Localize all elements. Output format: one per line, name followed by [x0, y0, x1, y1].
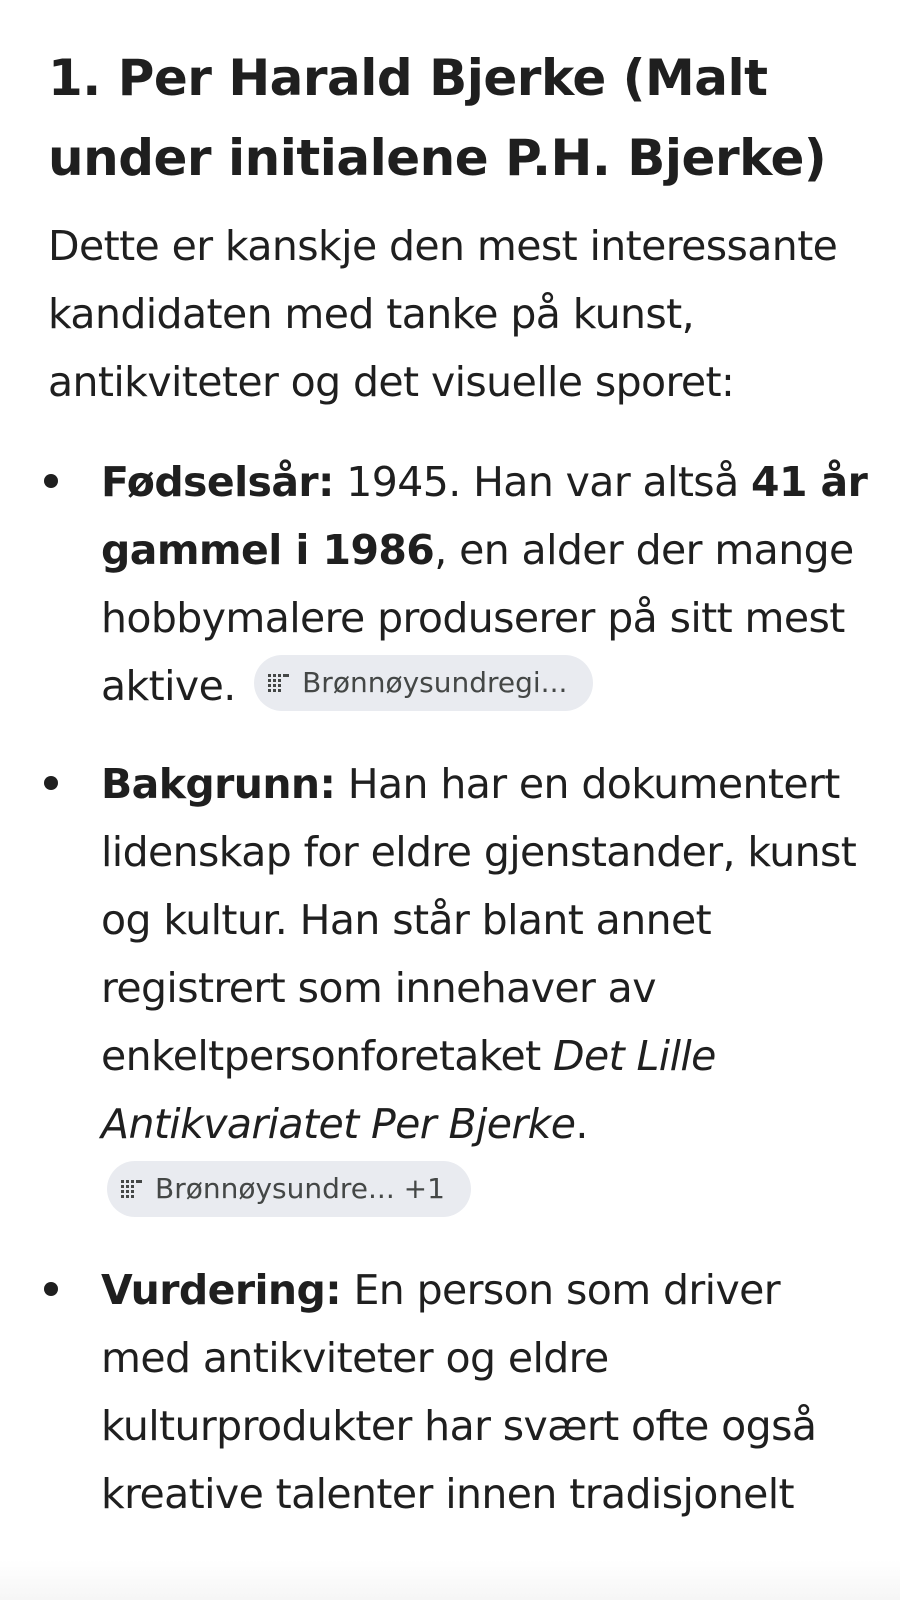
item-text: 1945. Han var altså [333, 458, 752, 506]
source-chip[interactable] [107, 1161, 471, 1217]
item-text: En person som driver med antikviteter og eldre kulturprodukter har svært ofte også kreative talenter innen tradisjonelt [101, 1266, 817, 1518]
item-text: . [575, 1100, 588, 1148]
source-document-icon [119, 1176, 145, 1202]
bottom-fade [0, 1560, 900, 1600]
item-text: Han har en dokumentert lidenskap for eldre gjenstander, kunst og kultur. Han står blant annet registrert som innehaver av enkeltpersonforetaket [101, 760, 857, 1080]
item-label: Vurdering: [101, 1266, 342, 1314]
response-content [48, 38, 878, 1558]
list-item-background [48, 750, 878, 1226]
list-item-birth-year [48, 448, 878, 720]
source-chip[interactable] [254, 655, 593, 711]
item-label: Fødselsår: [101, 458, 334, 506]
source-chip-label: Brønnøysundre... +1 [155, 1172, 445, 1205]
intro-paragraph: Dette er kanskje den mest interessante kandidaten med tanke på kunst, antikviteter og det visuelle sporet: [48, 222, 838, 406]
list-item-assessment [48, 1256, 878, 1528]
bullet-dot [44, 474, 58, 488]
source-document-icon [266, 670, 292, 696]
item-label: Bakgrunn: [101, 760, 336, 808]
bullet-dot [44, 1282, 58, 1296]
item-italic-text: Det Lille Antikvariatet Per Bjerke [101, 1032, 716, 1148]
details-list [48, 448, 878, 1528]
item-text: , en alder der mange hobbymalere produserer på sitt mest aktive. [101, 526, 854, 710]
source-chip-label: Brønnøysundregi... [302, 666, 568, 699]
item-bold-text: 41 år gammel i 1986 [101, 458, 868, 574]
section-heading: 1. Per Harald Bjerke (Malt under initialene P.H. Bjerke) [48, 49, 827, 187]
bullet-dot [44, 776, 58, 790]
